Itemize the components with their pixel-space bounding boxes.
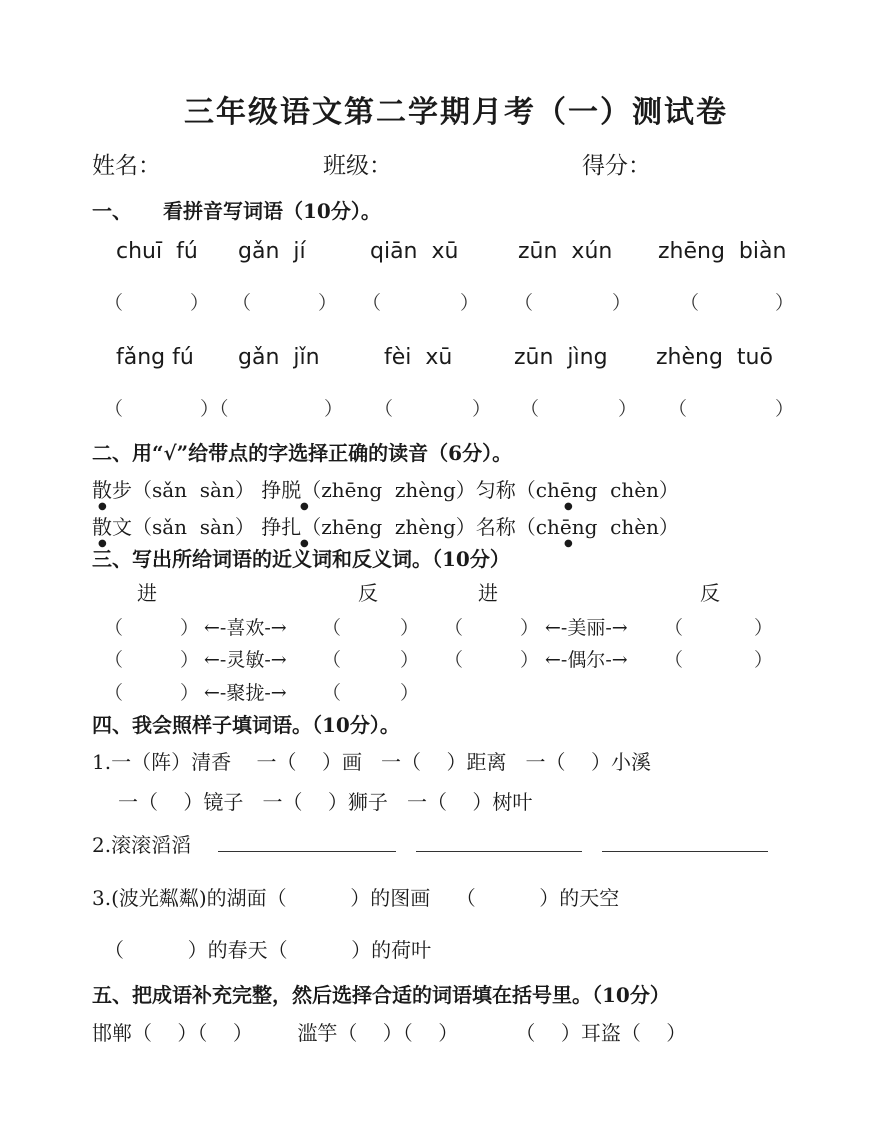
answer-paren: ） bbox=[775, 292, 795, 314]
answer-paren[interactable]: （ bbox=[374, 398, 394, 420]
section1-number: 一、 bbox=[92, 199, 132, 223]
answer-paren: ） bbox=[400, 617, 420, 639]
answer-paren: ） bbox=[400, 682, 420, 704]
answer-paren[interactable]: （ bbox=[104, 649, 124, 671]
answer-paren: ） bbox=[190, 292, 210, 314]
score-label: 得分： bbox=[582, 153, 651, 179]
answer-paren: ） bbox=[754, 649, 774, 671]
answer-paren: ） bbox=[618, 398, 638, 420]
emphasis-dot: ● bbox=[300, 538, 309, 549]
adjective-line-2: （ ）的春天（ ）的荷叶 bbox=[104, 938, 432, 962]
pinyin-3: qiān xū bbox=[370, 239, 459, 264]
blank-line[interactable] bbox=[602, 851, 768, 852]
answer-paren[interactable]: （ bbox=[104, 617, 124, 639]
antonym-label: 反 bbox=[700, 581, 720, 605]
answer-paren: ） bbox=[460, 292, 480, 314]
answer-paren: ） bbox=[520, 649, 540, 671]
idiom-line: 邯郸（ ）（ ） 滥竽（ ）（ ） （ ）耳盗（ ） bbox=[92, 1021, 687, 1045]
answer-paren[interactable]: （ bbox=[664, 649, 684, 671]
pinyin-2: gǎn jí bbox=[238, 239, 306, 264]
answer-paren[interactable]: （ bbox=[514, 292, 534, 314]
answer-paren[interactable]: （ bbox=[520, 398, 540, 420]
antonym-label: 反 bbox=[358, 581, 378, 605]
section4-heading: 四、我会照样子填词语。（10分）。 bbox=[92, 713, 400, 737]
pinyin-10: zhèng tuō bbox=[656, 345, 773, 370]
section5-heading: 五、把成语补充完整，然后选择合适的词语填在括号里。（10分） bbox=[92, 983, 670, 1007]
section3-heading: 三、写出所给词语的近义词和反义词。（10分） bbox=[92, 547, 510, 571]
answer-paren[interactable]: （ bbox=[104, 398, 124, 420]
answer-paren[interactable]: （ bbox=[232, 292, 252, 314]
answer-paren[interactable]: （ bbox=[322, 617, 342, 639]
page-title: 三年级语文第二学期月考（一）测试卷 bbox=[184, 95, 728, 130]
word-ouer: ←-偶尔-→ bbox=[545, 649, 628, 671]
section1-heading: 看拼音写词语（10分）。 bbox=[163, 199, 381, 223]
answer-paren: ） bbox=[472, 398, 492, 420]
answer-paren[interactable]: （ bbox=[104, 292, 124, 314]
emphasis-dot: ● bbox=[564, 538, 573, 549]
pinyin-6: fǎng fú bbox=[116, 345, 194, 370]
pinyin-7: gǎn jǐn bbox=[238, 345, 320, 370]
emphasis-dot: ● bbox=[98, 538, 107, 549]
answer-paren: ） bbox=[400, 649, 420, 671]
section2-heading: 二、用“√”给带点的字选择正确的读音（6分）。 bbox=[92, 441, 513, 465]
class-label: 班级： bbox=[323, 153, 392, 179]
aabb-example: 2.滚滚滔滔 bbox=[92, 833, 192, 857]
answer-paren[interactable]: （ bbox=[362, 292, 382, 314]
pinyin-8: fèi xū bbox=[384, 345, 453, 370]
word-xihuan: ←-喜欢-→ bbox=[204, 617, 287, 639]
name-label: 姓名： bbox=[92, 153, 161, 179]
pinyin-1: chuī fú bbox=[116, 239, 198, 264]
answer-paren[interactable]: （ bbox=[444, 649, 464, 671]
answer-paren[interactable]: （ bbox=[664, 617, 684, 639]
answer-paren[interactable]: （ bbox=[668, 398, 688, 420]
answer-paren[interactable]: （ bbox=[680, 292, 700, 314]
answer-paren[interactable]: （ bbox=[322, 682, 342, 704]
answer-paren[interactable]: （ bbox=[444, 617, 464, 639]
aabb-line bbox=[92, 835, 768, 855]
synonym-label: 进 bbox=[137, 581, 157, 605]
answer-paren[interactable]: （ bbox=[322, 649, 342, 671]
word-julong: ←-聚拢-→ bbox=[204, 682, 287, 704]
answer-paren: ） bbox=[754, 617, 774, 639]
answer-paren: ） bbox=[318, 292, 338, 314]
word-meili: ←-美丽-→ bbox=[545, 617, 628, 639]
reading-line-2: 散文（sǎn sàn） 挣扎（zhēng zhèng）名称（chēng chèn） bbox=[92, 515, 679, 539]
emphasis-dot: ● bbox=[98, 501, 107, 512]
emphasis-dot: ● bbox=[300, 501, 309, 512]
pinyin-4: zūn xún bbox=[518, 239, 613, 264]
answer-paren: ） bbox=[775, 398, 795, 420]
blank-line[interactable] bbox=[218, 851, 396, 852]
adjective-line-1: 3.(波光粼粼)的湖面（ ）的图画 （ ）的天空 bbox=[92, 886, 620, 910]
pinyin-5: zhēng biàn bbox=[658, 239, 787, 264]
answer-paren: ） bbox=[180, 682, 200, 704]
word-lingmin: ←-灵敏-→ bbox=[204, 649, 287, 671]
answer-paren: ） bbox=[180, 617, 200, 639]
answer-paren: ）（ bbox=[200, 398, 229, 420]
blank-line[interactable] bbox=[416, 851, 582, 852]
measure-word-line-1: 1.一（阵）清香 一（ ）画 一（ ）距离 一（ ）小溪 bbox=[92, 750, 651, 774]
answer-paren[interactable]: （ bbox=[104, 682, 124, 704]
reading-line-1: 散步（sǎn sàn） 挣脱（zhēng zhèng）匀称（chēng chèn） bbox=[92, 478, 679, 502]
emphasis-dot: ● bbox=[564, 501, 573, 512]
answer-paren: ） bbox=[324, 398, 344, 420]
pinyin-9: zūn jìng bbox=[514, 345, 608, 370]
answer-paren: ） bbox=[612, 292, 632, 314]
answer-paren: ） bbox=[180, 649, 200, 671]
measure-word-line-2: 一（ ）镜子 一（ ）狮子 一（ ）树叶 bbox=[118, 790, 533, 814]
answer-paren: ） bbox=[520, 617, 540, 639]
synonym-label: 进 bbox=[478, 581, 498, 605]
